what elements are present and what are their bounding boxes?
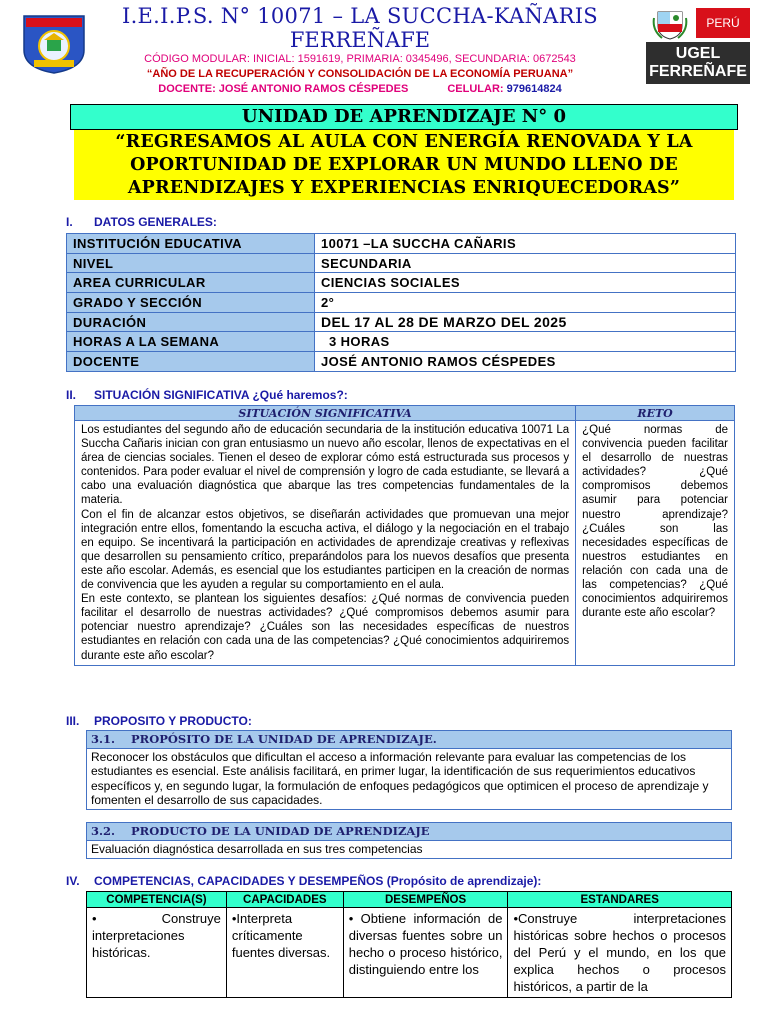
producto-text: Evaluación diagnóstica desarrollada en sus tres competencias <box>87 840 731 858</box>
celular-number: 979614824 <box>506 83 562 95</box>
school-district: FERREÑAFE <box>289 28 431 52</box>
year-motto: “AÑO DE LA RECUPERACIÓN Y CONSOLIDACIÓN DE LA ECONOMÍA PERUANA” <box>146 68 574 80</box>
datos-value: SECUNDARIA <box>315 253 736 273</box>
section-number: II. <box>66 388 77 402</box>
datos-row <box>67 253 736 273</box>
situacion-text-cell <box>75 421 576 666</box>
ugel-line2: FERREÑAFE <box>649 63 747 80</box>
reto-header: RETO <box>576 406 735 421</box>
section-heading-datos <box>66 215 217 229</box>
subsection-number: 3.2. <box>91 824 116 838</box>
subsection-title: PROPÓSITO DE LA UNIDAD DE APRENDIZAJE. <box>131 732 437 746</box>
estandar-cell: •Construye interpretaciones históricas sobre hechos o procesos del Perú y el mundo, en los que explica hechos o procesos históricos, a partir de la <box>508 908 732 998</box>
datos-value: 2° <box>315 293 736 313</box>
datos-key: NIVEL <box>67 253 315 273</box>
unit-title: UNIDAD DE APRENDIZAJE N° 0 <box>70 104 738 130</box>
desempeno-cell: • Obtiene información de diversas fuentes sobre un hecho o proceso histórico, distinguiendo entre los <box>343 908 508 998</box>
reto-text: ¿Qué normas de convivencia pueden facilitar el desarrollo de nuestras actividades? ¿Qué compromisos debemos asumir para potenciar nuestro aprendizaje? ¿Cuáles son las necesidades específicas de nuestros estudiantes en relación con cada una de las competencias? ¿Qué conocimientos adquiriremos durante este año escolar? <box>582 424 728 620</box>
datos-value: 3 HORAS <box>315 332 736 352</box>
producto-header <box>87 823 731 840</box>
section-title: SITUACIÓN SIGNIFICATIVA ¿Qué haremos?: <box>94 388 348 402</box>
subsection-number: 3.1. <box>91 732 116 746</box>
competencias-table <box>86 891 732 998</box>
proposito-header <box>87 731 731 748</box>
ugel-line1: UGEL <box>675 45 721 62</box>
proposito-box <box>86 730 732 810</box>
ugel-box <box>646 42 750 84</box>
header-text-block <box>100 4 620 95</box>
unit-theme-line: OPORTUNIDAD DE EXPLORAR UN MUNDO LLENO DE <box>130 155 678 175</box>
subsection-title: PRODUCTO DE LA UNIDAD DE APRENDIZAJE <box>131 824 430 838</box>
datos-row <box>67 352 736 372</box>
unit-theme <box>74 130 734 200</box>
producto-box <box>86 822 732 859</box>
proposito-text: Reconocer los obstáculos que dificultan el acceso a información relevante para evaluar las competencias de los estudiantes es esencial. Este análisis facilitará, en primer lugar, la identificación de sus requerimientos educativos específicos y, en segundo lugar, la formulación de enfoques pedagógicos que optimicen el proceso de aprendizaje y fomenten el desarrollo de sus capacidades. <box>87 748 731 809</box>
peru-label: PERÚ <box>696 8 750 38</box>
unit-theme-line: APRENDIZAJES Y EXPERIENCIAS ENRIQUECEDORAS” <box>127 178 681 198</box>
datos-key: HORAS A LA SEMANA <box>67 332 315 352</box>
datos-row <box>67 234 736 254</box>
datos-row <box>67 312 736 332</box>
situacion-paragraph: En este contexto, se plantean los siguientes desafíos: ¿Qué normas de convivencia pueden facilitar el desarrollo de nuestras actividades? ¿Qué compromisos debemos asumir para potenciar nuestro aprendizaje? ¿Cuáles son las necesidades específicas de nuestros estudiantes en relación con cada una de las competencias? ¿Qué conocimientos adquiriremos durante este año escolar? <box>81 593 570 662</box>
section-heading-proposito <box>66 714 252 728</box>
datos-key: AREA CURRICULAR <box>67 273 315 293</box>
datos-key: DURACIÓN <box>67 312 315 332</box>
desempenos-header: DESEMPEÑOS <box>343 892 508 908</box>
datos-value: JOSÉ ANTONIO RAMOS CÉSPEDES <box>315 352 736 372</box>
section-heading-situacion <box>66 388 348 402</box>
peru-coat-of-arms-icon <box>652 8 688 40</box>
section-title: PROPOSITO Y PRODUCTO: <box>94 714 252 728</box>
unit-theme-line: “REGRESAMOS AL AULA CON ENERGÍA RENOVADA Y LA <box>115 132 693 152</box>
datos-row <box>67 293 736 313</box>
celular-label: CELULAR: <box>447 83 504 95</box>
section-number: I. <box>66 215 73 229</box>
school-name: I.E.I.P.S. N° 10071 – LA SUCCHA-KAÑARIS <box>121 4 598 28</box>
competencia-cell: • Construye interpretaciones históricas. <box>87 908 227 998</box>
capacidades-header: CAPACIDADES <box>226 892 343 908</box>
section-title: COMPETENCIAS, CAPACIDADES Y DESEMPEÑOS (Propósito de aprendizaje): <box>94 874 542 888</box>
estandares-header: ESTANDARES <box>508 892 732 908</box>
competencia-header: COMPETENCIA(S) <box>87 892 227 908</box>
datos-value: 10071 –LA SUCCHA CAÑARIS <box>315 234 736 254</box>
datos-key: GRADO Y SECCIÓN <box>67 293 315 313</box>
docente-contact-line <box>100 83 620 95</box>
datos-row <box>67 332 736 352</box>
datos-row <box>67 273 736 293</box>
section-number: IV. <box>66 874 80 888</box>
capacidad-cell: •Interpreta críticamente fuentes diversas. <box>226 908 343 998</box>
datos-generales-table <box>66 233 736 372</box>
document-header <box>0 0 768 104</box>
section-number: III. <box>66 714 80 728</box>
datos-value: DEL 17 AL 28 DE MARZO DEL 2025 <box>315 312 736 332</box>
reto-cell <box>576 421 735 666</box>
docente-label: DOCENTE: JOSÉ ANTONIO RAMOS CÉSPEDES <box>158 83 409 95</box>
situacion-header: SITUACIÓN SIGNIFICATIVA <box>75 406 576 421</box>
section-heading-competencias <box>66 874 541 888</box>
modular-codes: CÓDIGO MODULAR: INICIAL: 1591619, PRIMARIA: 0345496, SECUNDARIA: 0672543 <box>144 53 576 65</box>
datos-key: INSTITUCIÓN EDUCATIVA <box>67 234 315 254</box>
school-emblem-icon <box>18 10 90 74</box>
situacion-paragraph: Con el fin de alcanzar estos objetivos, se diseñarán actividades que promuevan una mejor integración entre ellos, fomentando la escucha activa, el diálogo y la negociación en el trabajo en equipo. Se incentivará la participación en actividades de aprendizaje creativas y reflexivas que desarrollen su pensamiento crítico, preparándolos para los nuevos desafíos que presenta este año escolar. Además, es esencial que los estudiantes participen en la creación de normas de convivencia que les ayuden a regular su comportamiento en el aula. <box>81 508 570 592</box>
situacion-paragraph: Los estudiantes del segundo año de educación secundaria de la institución educativa 10071 La Succha Cañaris inician con gran entusiasmo un nuevo año escolar, llenos de expectativas en el área de ciencias sociales. Tienen el deseo de explorar cómo está estructurada sus procesos y contenidos. Para poder evaluar el nivel de comprensión y logro de cada estudiante, se llevará a cabo una evaluación diagnóstica que abarque las tres competencias fundamentales de la materia. <box>81 424 570 507</box>
datos-key: DOCENTE <box>67 352 315 372</box>
section-title: DATOS GENERALES: <box>94 215 217 229</box>
situacion-table <box>74 405 735 666</box>
ugel-logo <box>646 8 750 80</box>
datos-value: CIENCIAS SOCIALES <box>315 273 736 293</box>
